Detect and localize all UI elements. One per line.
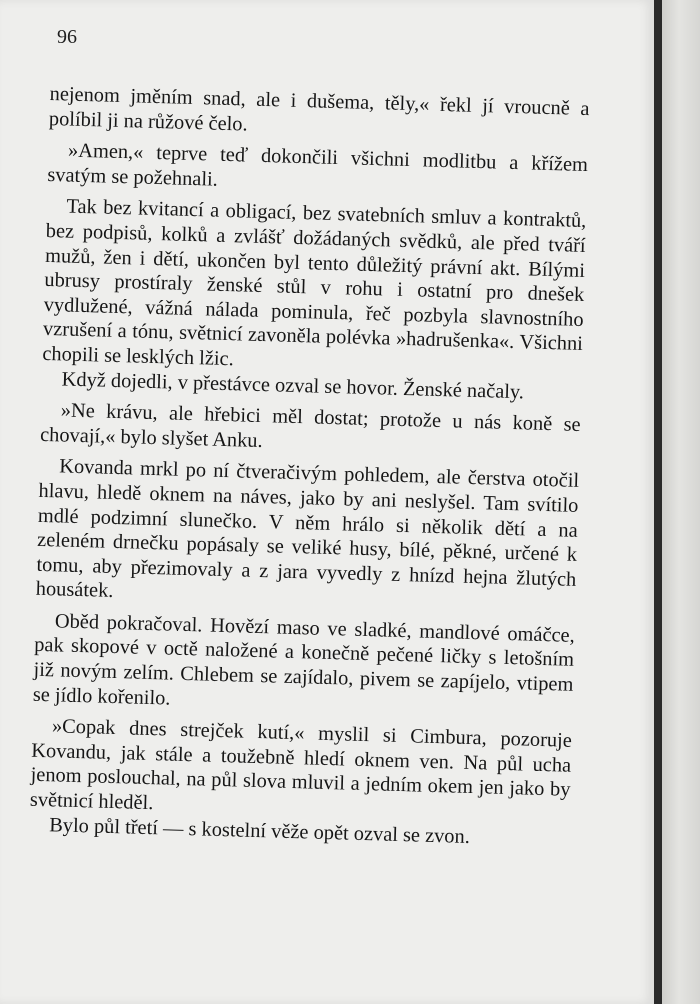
paragraph-1: nejenom jměním snad, ale i dušema, těly,« řekl jí vroucně a políbil ji na růžové čelo. bbox=[48, 82, 590, 136]
paragraph-4: Když dojedli, v přestávce ozval se hovor. Ženské načaly. bbox=[61, 367, 525, 403]
book-gutter bbox=[654, 0, 662, 1004]
paragraph-3: Tak bez kvitancí a obligací, bez svatebních smluv a kontraktů, bez podpisů, kolků a zvlášť dožádaných svědků, ale před tváří mužů, žen i dětí, ukončen byl tento důležitý právní akt. Bílými ubrusy prostíraly ženské stůl v rohu i ostatní pro dnešek vydlužené, vážná nálada pominula, řeč pozbyla slavnostního vzrušení a tónu, světnicí zavoněla polévka »hadrušenka«. Všichni chopili se lesklých lžic. bbox=[42, 195, 587, 371]
paragraph-7: Oběd pokračoval. Hovězí maso ve sladké, mandlové omáčce, pak skopové v octě naložené a konečně pečené ličky s letošním již novým zelím. Chlebem se zajídalo, pivem se zapíjelo, vtipem se jídlo kořenilo. bbox=[32, 610, 576, 710]
paragraph-5: »Ne krávu, ale hřebici měl dostat; protože u nás koně se chovají,« bylo slyšet Anku. bbox=[39, 399, 581, 452]
paragraph-6: Kovanda mrkl po ní čtveračivým pohledem, ale čerstva otočil hlavu, hledě oknem na náves, jako by ani neslyšel. Tam svítilo mdlé podzimní slunečko. V něm hrálo si několik dětí a na zeleném drnečku popásaly se veliké husy, bílé, pěkné, určené k tomu, aby přezimovaly a z jara vyvedly z hnízd hejna žlutých housátek. bbox=[35, 455, 580, 603]
paragraph-8: »Copak dnes strejček kutí,« myslil si Cimbura, pozoruje Kovandu, jak stále a toužebně hledí oknem ven. Na půl ucha jenom poslouchal, na půl slova mluvil a jedním okem jen jako by světnicí hleděl. bbox=[29, 715, 573, 815]
page-text bbox=[29, 82, 590, 852]
paragraph-9: Bylo půl třetí — s kostelní věže opět ozval se zvon. bbox=[48, 813, 471, 848]
page-number: 96 bbox=[57, 26, 77, 48]
opposite-page-edge bbox=[662, 0, 700, 1004]
paragraph-2: »Amen,« teprve teď dokončili všichni modlitbu a křížem svatým se požehnali. bbox=[47, 139, 589, 191]
